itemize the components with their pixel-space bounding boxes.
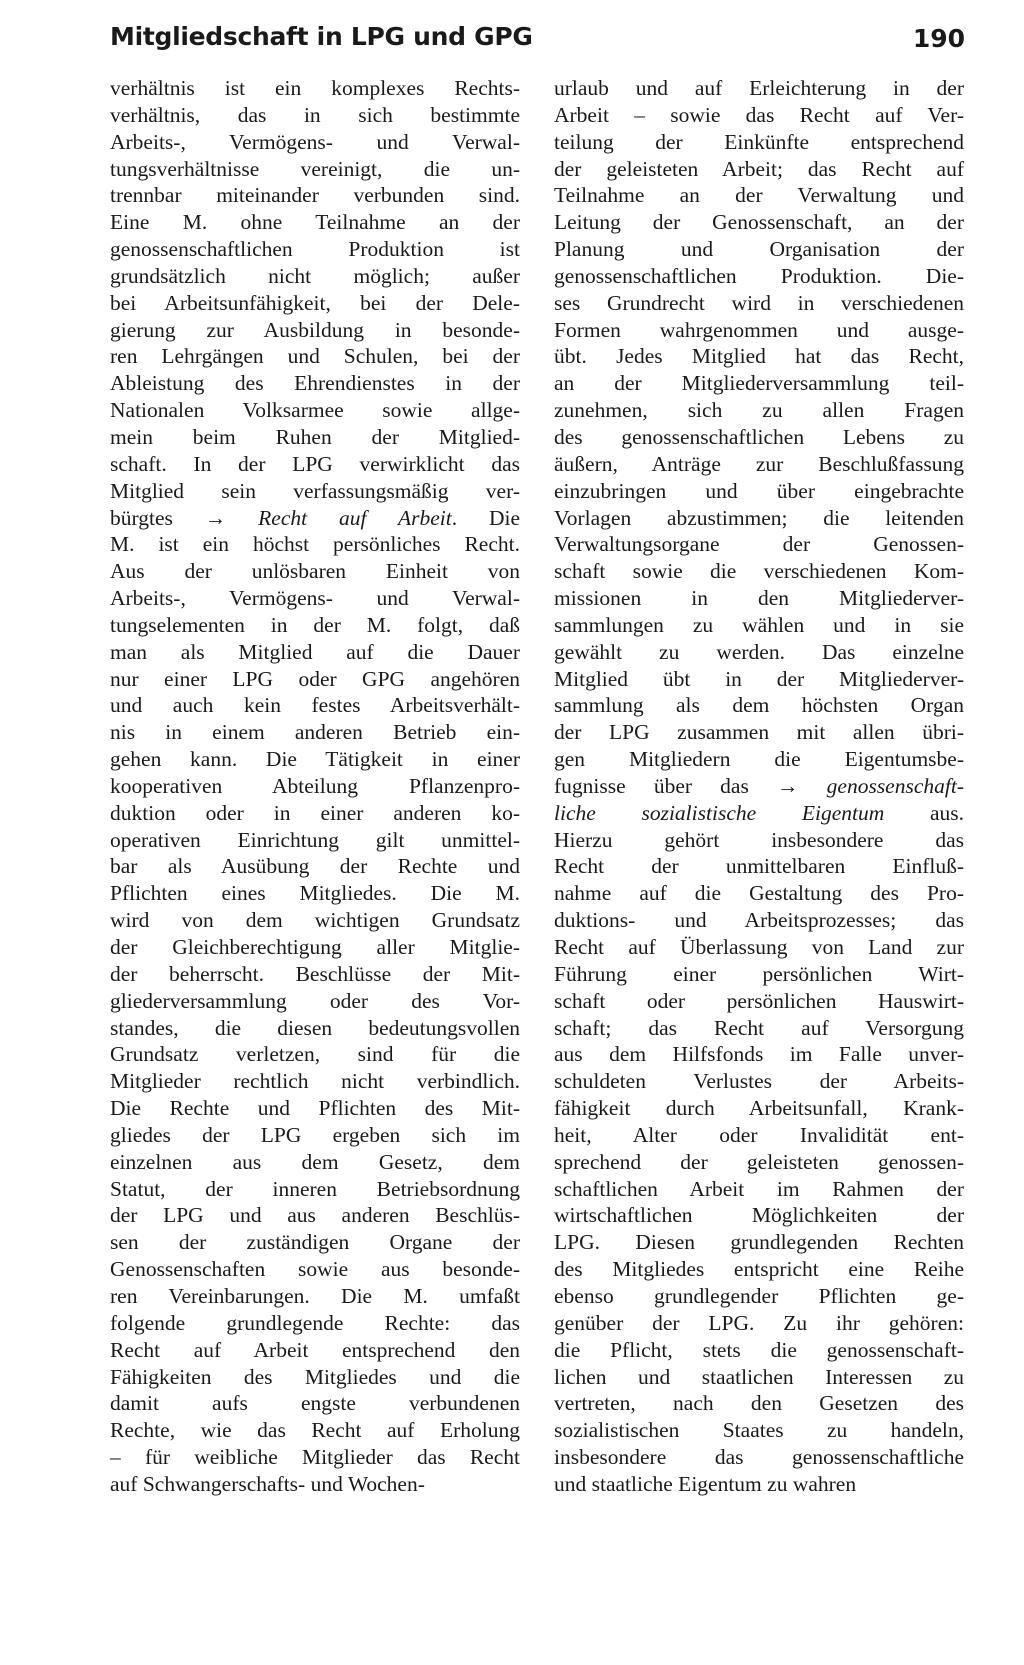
- text-line: Arbeits-, Vermögens- und Verwal-: [110, 586, 520, 611]
- text-line: schaft; das Recht auf Versorgung: [554, 1015, 964, 1040]
- text-line: nis in einem anderen Betrieb ein-: [110, 720, 520, 745]
- text-line: teilung der Einkünfte entsprechend: [554, 129, 964, 154]
- text-line: gen Mitgliedern die Eigentumsbe-: [554, 747, 964, 772]
- text-line: gliedes der LPG ergeben sich im: [110, 1122, 520, 1147]
- text-line: äußern, Anträge zur Beschlußfassung: [554, 451, 964, 476]
- text-line: Teilnahme an der Verwaltung und: [554, 183, 964, 208]
- text-line: aus dem Hilfsfonds im Falle unver-: [554, 1042, 964, 1067]
- text-line: des genossenschaftlichen Lebens zu: [554, 424, 964, 449]
- text-line: schuldeten Verlustes der Arbeits-: [554, 1069, 964, 1094]
- text-line: schaftlichen Arbeit im Rahmen der: [554, 1176, 964, 1201]
- text-line: sammlung als dem höchsten Organ: [554, 693, 964, 718]
- text-line: genossenschaftlichen Produktion ist: [110, 237, 520, 262]
- text-line: vertreten, nach den Gesetzen des: [554, 1391, 964, 1416]
- text-line: tungselementen in der M. folgt, daß: [110, 612, 520, 637]
- text-line: und staatliche Eigentum zu wahren: [554, 1471, 857, 1496]
- text-line: der Gleichberechtigung aller Mitglie-: [110, 935, 520, 959]
- text-line: bürgtes → Recht auf Arbeit. Die: [110, 505, 520, 530]
- running-head: Mitgliedschaft in LPG und GPG: [110, 22, 533, 51]
- text-line: urlaub und auf Erleichterung in der: [554, 76, 964, 100]
- text-line: damit aufs engste verbundenen: [110, 1391, 520, 1416]
- text-line: folgende grundlegende Rechte: das: [110, 1310, 520, 1335]
- text-line: Statut, der inneren Betriebsordnung: [110, 1176, 520, 1201]
- text-line: sen der zuständigen Organe der: [110, 1230, 520, 1255]
- left-text-column: [110, 75, 520, 1498]
- text-line: heit, Alter oder Invalidität ent-: [554, 1122, 964, 1147]
- text-line: auf Schwangerschafts- und Wochen-: [110, 1471, 425, 1496]
- text-line: Leitung der Genossenschaft, an der: [554, 210, 964, 235]
- text-line: Genossenschaften sowie aus besonde-: [110, 1257, 520, 1282]
- text-line: LPG. Diesen grundlegenden Rechten: [554, 1230, 964, 1255]
- text-line: Recht auf Arbeit entsprechend den: [110, 1337, 520, 1362]
- text-line: Vorlagen abzustimmen; die leitenden: [554, 505, 964, 530]
- text-line: Formen wahrgenommen und ausge-: [554, 317, 964, 342]
- text-line: bei Arbeitsunfähigkeit, bei der Dele-: [110, 290, 520, 315]
- text-line: kooperativen Abteilung Pflanzenpro-: [110, 773, 520, 798]
- right-text-column: [554, 75, 964, 1498]
- text-line: Ableistung des Ehrendienstes in der: [110, 371, 520, 396]
- text-line: insbesondere das genossenschaftliche: [554, 1445, 964, 1470]
- text-line: Planung und Organisation der: [554, 237, 964, 262]
- text-line: Aus der unlösbaren Einheit von: [110, 559, 520, 584]
- text-line: fähigkeit durch Arbeitsunfall, Krank-: [554, 1096, 964, 1121]
- text-line: Führung einer persönlichen Wirt-: [554, 961, 964, 986]
- text-line: gliederversammlung oder des Vor-: [110, 988, 520, 1013]
- text-line: operativen Einrichtung gilt unmittel-: [110, 827, 520, 852]
- text-line: der beherrscht. Beschlüsse der Mit-: [110, 961, 520, 986]
- text-line: – für weibliche Mitglieder das Recht: [110, 1445, 520, 1470]
- text-line: duktions- und Arbeitsprozesses; das: [554, 908, 964, 933]
- text-line: tungsverhältnisse vereinigt, die un-: [110, 156, 520, 181]
- text-line: grundsätzlich nicht möglich; außer: [110, 263, 520, 288]
- text-line: sozialistischen Staates zu handeln,: [554, 1418, 964, 1443]
- text-line: fugnisse über das → genossenschaft-: [554, 773, 964, 798]
- text-line: verhältnis, das in sich bestimmte: [110, 102, 520, 127]
- text-line: des Mitgliedes entspricht eine Reihe: [554, 1257, 964, 1282]
- text-line: die Pflicht, stets die genossenschaft-: [554, 1337, 964, 1362]
- text-line: Fähigkeiten des Mitgliedes und die: [110, 1364, 520, 1389]
- text-line: sprechend der geleisteten genossen-: [554, 1149, 964, 1174]
- text-line: genüber der LPG. Zu ihr gehören:: [554, 1310, 964, 1335]
- text-line: Verwaltungsorgane der Genossen-: [554, 532, 964, 557]
- page-header: [110, 22, 965, 62]
- text-line: verhältnis ist ein komplexes Rechts-: [110, 76, 520, 100]
- text-line: wird von dem wichtigen Grundsatz: [110, 908, 520, 933]
- text-line: bar als Ausübung der Rechte und: [110, 854, 520, 879]
- text-line: Arbeit – sowie das Recht auf Ver-: [554, 102, 964, 127]
- text-line: sammlungen zu wählen und in sie: [554, 612, 964, 637]
- text-line: an der Mitgliederversammlung teil-: [554, 371, 964, 396]
- text-line: Recht auf Überlassung von Land zur: [554, 935, 964, 959]
- text-line: übt. Jedes Mitglied hat das Recht,: [554, 344, 964, 369]
- text-line: der LPG und aus anderen Beschlüs-: [110, 1203, 520, 1228]
- text-line: Nationalen Volksarmee sowie allge-: [110, 398, 520, 423]
- text-line: Grundsatz verletzen, sind für die: [110, 1042, 520, 1067]
- text-line: ren Vereinbarungen. Die M. umfaßt: [110, 1283, 520, 1308]
- text-line: Mitglieder rechtlich nicht verbindlich.: [110, 1069, 520, 1094]
- text-line: Hierzu gehört insbesondere das: [554, 827, 964, 852]
- text-line: Mitglied sein verfassungsmäßig ver-: [110, 478, 520, 503]
- text-line: nahme auf die Gestaltung des Pro-: [554, 881, 964, 906]
- text-line: trennbar miteinander verbunden sind.: [110, 183, 520, 208]
- text-line: einzelnen aus dem Gesetz, dem: [110, 1149, 520, 1174]
- text-line: gewählt zu werden. Das einzelne: [554, 639, 964, 664]
- text-line: Rechte, wie das Recht auf Erholung: [110, 1418, 520, 1443]
- text-line: Pflichten eines Mitgliedes. Die M.: [110, 881, 520, 906]
- text-line: Mitglied übt in der Mitgliederver-: [554, 666, 964, 691]
- text-line: der geleisteten Arbeit; das Recht auf: [554, 156, 964, 181]
- text-line: schaft. In der LPG verwirklicht das: [110, 451, 520, 476]
- text-line: duktion oder in einer anderen ko-: [110, 800, 520, 825]
- text-line: mein beim Ruhen der Mitglied-: [110, 424, 520, 449]
- text-line: zunehmen, sich zu allen Fragen: [554, 398, 964, 423]
- page-number: 190: [912, 24, 965, 53]
- text-line: ren Lehrgängen und Schulen, bei der: [110, 344, 520, 369]
- text-line: Eine M. ohne Teilnahme an der: [110, 210, 520, 235]
- text-line: man als Mitglied auf die Dauer: [110, 639, 520, 664]
- text-line: standes, die diesen bedeutungsvollen: [110, 1015, 520, 1040]
- text-line: Die Rechte und Pflichten des Mit-: [110, 1096, 520, 1121]
- text-line: wirtschaftlichen Möglichkeiten der: [554, 1203, 964, 1228]
- text-line: Arbeits-, Vermögens- und Verwal-: [110, 129, 520, 154]
- text-line: missionen in den Mitgliederver-: [554, 586, 964, 611]
- text-line: nur einer LPG oder GPG angehören: [110, 666, 520, 691]
- text-line: M. ist ein höchst persönliches Recht.: [110, 532, 520, 557]
- text-line: schaft oder persönlichen Hauswirt-: [554, 988, 964, 1013]
- text-line: ebenso grundlegender Pflichten ge-: [554, 1283, 964, 1308]
- text-line: gierung zur Ausbildung in besonde-: [110, 317, 520, 342]
- text-line: lichen und staatlichen Interessen zu: [554, 1364, 964, 1389]
- text-line: genossenschaftlichen Produktion. Die-: [554, 263, 964, 288]
- text-line: der LPG zusammen mit allen übri-: [554, 720, 964, 745]
- text-line: und auch kein festes Arbeitsverhält-: [110, 693, 520, 718]
- text-line: liche sozialistische Eigentum aus.: [554, 800, 964, 825]
- text-line: einzubringen und über eingebrachte: [554, 478, 964, 503]
- text-line: Recht der unmittelbaren Einfluß-: [554, 854, 964, 879]
- text-line: gehen kann. Die Tätigkeit in einer: [110, 747, 520, 772]
- text-line: schaft sowie die verschiedenen Kom-: [554, 559, 964, 584]
- text-line: ses Grundrecht wird in verschiedenen: [554, 290, 964, 315]
